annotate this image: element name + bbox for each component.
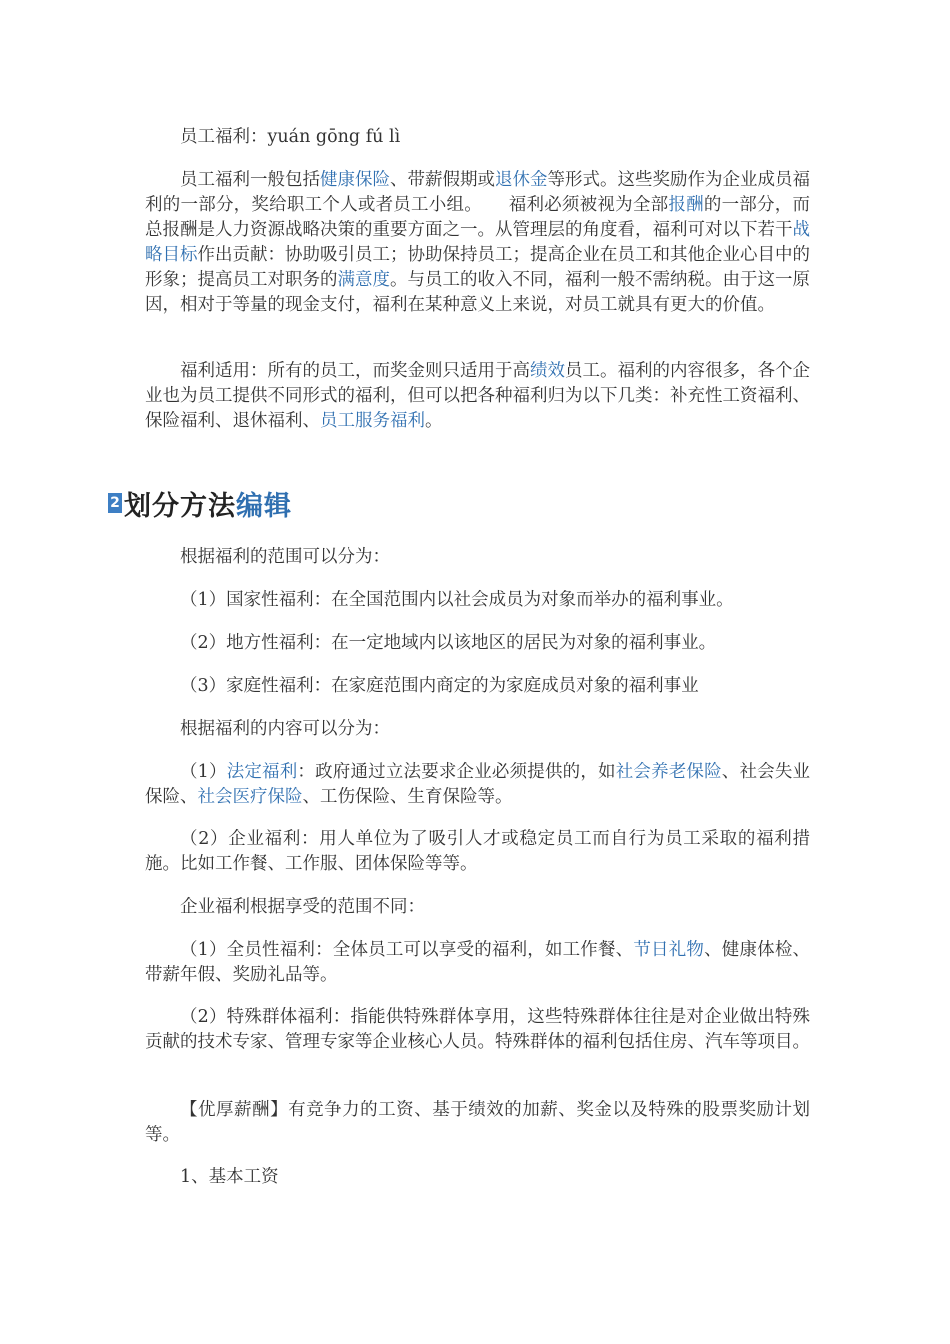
link-statutory-welfare[interactable]: 法定福利: [226, 762, 298, 782]
enterprise-item-2: （2）特殊群体福利：指能供特殊群体享用，这些特殊群体往往是对企业做出特殊贡献的技术专家、管理专家等企业核心人员。特殊群体的福利包括住房、汽车等项目。: [145, 1007, 810, 1052]
edit-link[interactable]: 编辑: [236, 490, 292, 522]
link-compensation[interactable]: 报酬: [668, 195, 704, 215]
section-number-badge: 2: [108, 493, 122, 513]
intro-paragraph-1: [145, 168, 810, 318]
intro-paragraph-2: [145, 359, 810, 434]
pinyin-line: 员工福利：yuán gōng fú lì: [180, 127, 401, 147]
pay-paragraph: 【优厚薪酬】有竞争力的工资、基于绩效的加薪、奖金以及特殊的股票奖励计划等。: [145, 1100, 810, 1145]
text-run: 的一部分，而总报酬是人力资源战略决策的重要方面之一。从管理层的角度看，福利可对以下若干: [145, 195, 811, 240]
text-run: ：政府通过立法要求企业必须提供的，如: [297, 762, 616, 782]
scope-item-2: （2）地方性福利：在一定地域内以该地区的居民为对象的福利事业。: [180, 633, 717, 653]
link-employee-service-welfare[interactable]: 员工服务福利: [320, 411, 425, 431]
text-run: 。: [425, 411, 443, 431]
item-basic-salary: 1、基本工资: [180, 1167, 279, 1187]
text-run: （1）: [180, 762, 227, 782]
text-run: 、健康体检、带薪年假、奖励礼品等。: [145, 940, 811, 985]
text-run: 员工。福利的内容很多，各个企业也为员工提供不同形式的福利，但可以把各种福利归为以下几类：补充性工资福利、保险福利、退休福利、: [145, 361, 810, 431]
text-run: （1）全员性福利：全体员工可以享受的福利，如工作餐、: [180, 940, 634, 960]
section-title: 划分方法: [124, 490, 236, 522]
enterprise-intro: 企业福利根据享受的范围不同：: [180, 897, 425, 917]
text-run: 员工福利一般包括: [180, 170, 320, 190]
link-holiday-gifts[interactable]: 节日礼物: [633, 940, 705, 960]
text-run: 、社会失业保险、: [145, 762, 811, 807]
link-social-medical-insurance[interactable]: 社会医疗保险: [197, 787, 303, 807]
scope-item-1: （1）国家性福利：在全国范围内以社会成员为对象而举办的福利事业。: [180, 590, 734, 610]
section-heading: [108, 486, 292, 520]
scope-intro: 根据福利的范围可以分为：: [180, 547, 390, 567]
scope-item-3: （3）家庭性福利：在家庭范围内商定的为家庭成员对象的福利事业: [180, 676, 699, 696]
text-run: 福利适用：所有的员工，而奖金则只适用于高: [180, 361, 530, 381]
text-run: 作出贡献：协助吸引员工；协助保持员工；提高企业在员工和其他企业心目中的形象；提高员工对职务的: [145, 245, 810, 290]
text-run: 。与员工的收入不同，福利一般不需纳税。由于这一原因，相对于等量的现金支付，福利在某种意义上来说，对员工就具有更大的价值。: [145, 270, 810, 315]
text-run: 等形式。这些奖励作为企业成员福利的一部分，奖给职工个人或者员工小组。 福利必须被视为全部: [145, 170, 810, 215]
text-run: 、工伤保险、生育保险等。: [302, 787, 513, 807]
content-item-1: [145, 760, 810, 810]
text-run: 、带薪假期或: [390, 170, 495, 190]
link-pension[interactable]: 退休金: [495, 170, 548, 190]
link-strategic-goal[interactable]: 战略目标: [145, 220, 810, 265]
enterprise-item-1: [145, 938, 810, 988]
link-health-insurance[interactable]: 健康保险: [320, 170, 390, 190]
link-social-pension-insurance[interactable]: 社会养老保险: [615, 762, 722, 782]
content-intro: 根据福利的内容可以分为：: [180, 719, 390, 739]
link-satisfaction[interactable]: 满意度: [337, 270, 390, 290]
content-item-2: （2）企业福利：用人单位为了吸引人才或稳定员工而自行为员工采取的福利措施。比如工作餐、工作服、团体保险等等。: [145, 829, 810, 874]
link-performance[interactable]: 绩效: [530, 361, 565, 381]
